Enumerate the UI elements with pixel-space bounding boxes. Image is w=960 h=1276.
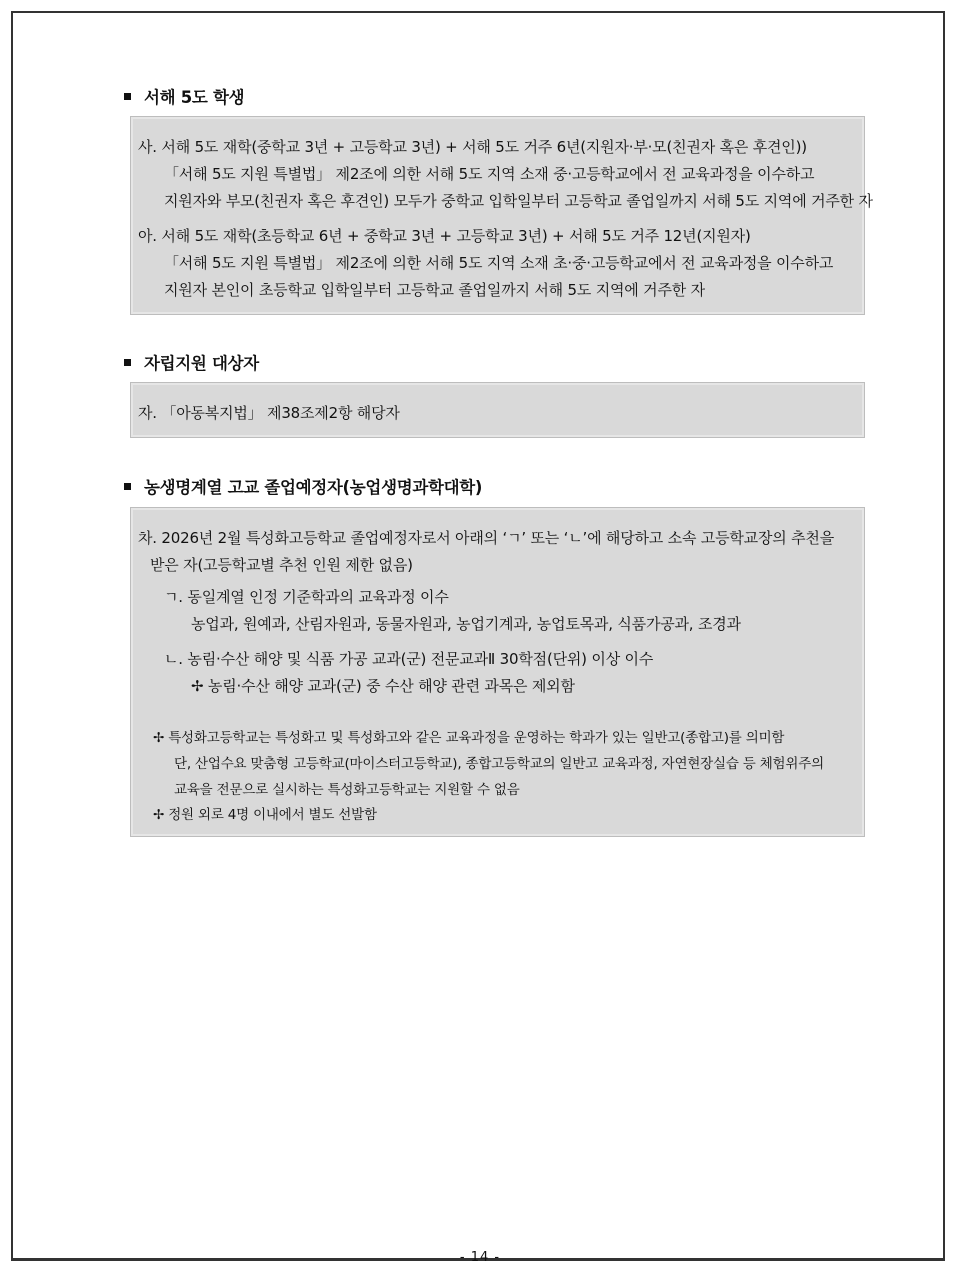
square-bullet-icon — [124, 483, 131, 490]
section-heading-text: 서해 5도 학생 — [144, 88, 245, 107]
info-box-independence — [130, 382, 865, 438]
subitem-giyeok-detail: 농업과, 원예과, 산림자원과, 동물자원과, 농업기계과, 농업토목과, 식품가공과, 조경과 — [191, 615, 741, 633]
info-box-agriculture — [130, 507, 865, 837]
subitem-giyeok: ㄱ. 동일계열 인정 기준학과의 교육과정 이수 — [164, 588, 449, 606]
note-specialized-school-3: 교육을 전문으로 실시하는 특성화고등학교는 지원할 수 없음 — [174, 782, 520, 798]
section-heading-text: 농생명계열 고교 졸업예정자(농업생명과학대학) — [144, 478, 483, 497]
square-bullet-icon — [124, 93, 131, 100]
subitem-nieun: ㄴ. 농림·수산 해양 및 식품 가공 교과(군) 전문교과Ⅱ 30학점(단위) 이상 이수 — [164, 650, 654, 668]
page-number: - 14 - — [459, 1250, 501, 1265]
item-cha: 차. 2026년 2월 특성화고등학교 졸업예정자로서 아래의 ‘ㄱ’ 또는 ‘ㄴ’에 해당하고 소속 고등학교장의 추천을 — [138, 529, 834, 547]
note-specialized-school: ✢ 특성화고등학교는 특성화고 및 특성화고와 같은 교육과정을 운영하는 학과가 있는 일반고(종합고)를 의미함 — [153, 730, 785, 746]
section-heading-agriculture — [124, 474, 482, 498]
section-heading-text: 자립지원 대상자 — [144, 354, 259, 373]
note-quota: ✢ 정원 외로 4명 이내에서 별도 선발함 — [153, 807, 377, 823]
note-specialized-school-2: 단, 산업수요 맞춤형 고등학교(마이스터고등학교), 종합고등학교의 일반고 교육과정, 자연현장실습 등 체험위주의 — [174, 756, 824, 772]
item-ja: 자. 「아동복지법」 제38조제2항 해당자 — [138, 404, 400, 422]
square-bullet-icon — [124, 359, 131, 366]
info-box-seohae — [130, 116, 873, 315]
item-cha-detail: 받은 자(고등학교별 추천 인원 제한 없음) — [150, 556, 413, 574]
item-a-detail-1: 「서해 5도 지원 특별법」 제2조에 의한 서해 5도 지역 소재 초·중·고등학교에서 전 교육과정을 이수하고 — [164, 254, 834, 272]
item-a: 아. 서해 5도 재학(초등학교 6년 + 중학교 3년 + 고등학교 3년) + 서해 5도 거주 12년(지원자) — [138, 227, 751, 245]
subitem-nieun-note: ✢ 농림·수산 해양 교과(군) 중 수산 해양 관련 과목은 제외함 — [191, 677, 575, 695]
section-heading-independence — [124, 350, 259, 374]
item-sa: 사. 서해 5도 재학(중학교 3년 + 고등학교 3년) + 서해 5도 거주 6년(지원자·부·모(친권자 혹은 후견인)) — [138, 138, 807, 156]
item-sa-detail-2: 지원자와 부모(친권자 혹은 후견인) 모두가 중학교 입학일부터 고등학교 졸업일까지 서해 5도 지역에 거주한 자 — [164, 192, 873, 210]
section-heading-seohae — [124, 84, 244, 108]
item-a-detail-2: 지원자 본인이 초등학교 입학일부터 고등학교 졸업일까지 서해 5도 지역에 거주한 자 — [164, 281, 705, 299]
item-sa-detail-1: 「서해 5도 지원 특별법」 제2조에 의한 서해 5도 지역 소재 중·고등학교에서 전 교육과정을 이수하고 — [164, 165, 815, 183]
